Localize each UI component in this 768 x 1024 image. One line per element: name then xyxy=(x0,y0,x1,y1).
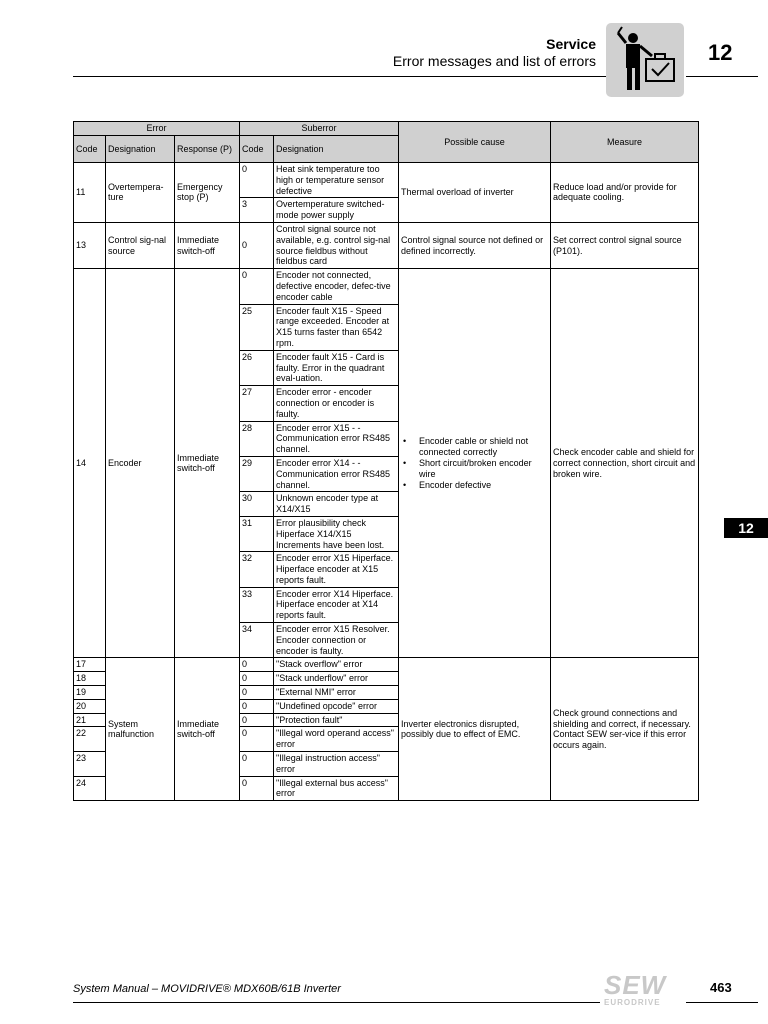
suberror-code: 29 xyxy=(240,456,274,491)
col-response: Response (P) xyxy=(175,136,240,163)
suberror-code: 0 xyxy=(240,269,274,304)
suberror-designation: Encoder error - encoder connection or encoder is faulty. xyxy=(274,386,399,421)
suberror-designation: "Illegal external bus access" error xyxy=(274,776,399,801)
error-response: Immediate switch-off xyxy=(175,658,240,801)
error-code: 24 xyxy=(74,776,106,801)
suberror-code: 26 xyxy=(240,350,274,385)
chapter-number: 12 xyxy=(708,40,733,65)
measure: Reduce load and/or provide for adequate cooling. xyxy=(551,163,699,223)
error-designation: Control sig-nal source xyxy=(106,222,175,268)
suberror-code: 30 xyxy=(240,492,274,517)
suberror-designation: "Illegal word operand access" error xyxy=(274,727,399,752)
error-code: 11 xyxy=(74,163,106,223)
suberror-designation: Error plausibility check Hiperface X14/X15 Increments have been lost. xyxy=(274,516,399,551)
section-subtitle: Error messages and list of errors xyxy=(392,53,596,69)
measure: Set correct control signal source (P101). xyxy=(551,222,699,268)
possible-cause: Control signal source not defined or defined incorrectly. xyxy=(399,222,551,268)
error-code: 22 xyxy=(74,727,106,752)
footer-rule-right xyxy=(686,1002,758,1003)
suberror-code: 0 xyxy=(240,776,274,801)
error-designation: Encoder xyxy=(106,269,175,658)
suberror-code: 0 xyxy=(240,727,274,752)
measure: Check ground connections and shielding and correct, if necessary. Contact SEW ser-vice if this error occurs again. xyxy=(551,658,699,801)
suberror-code: 3 xyxy=(240,198,274,223)
suberror-designation: Unknown encoder type at X14/X15 xyxy=(274,492,399,517)
error-code: 17 xyxy=(74,658,106,672)
col-sub-designation: Designation xyxy=(274,136,399,163)
col-possible-cause: Possible cause xyxy=(399,122,551,163)
suberror-code: 0 xyxy=(240,222,274,268)
suberror-designation: Encoder not connected, defective encoder, defec-tive encoder cable xyxy=(274,269,399,304)
suberror-designation: Encoder fault X15 - Card is faulty. Error in the quadrant eval-uation. xyxy=(274,350,399,385)
suberror-code: 34 xyxy=(240,623,274,658)
cause-item: • Encoder cable or shield not connected correctly xyxy=(419,436,548,458)
suberror-designation: Overtemperature switched-mode power supply xyxy=(274,198,399,223)
page-number: 463 xyxy=(710,980,732,995)
sew-eurodrive-logo xyxy=(604,972,680,1007)
suberror-designation: Encoder error X14 Hiperface. Hiperface encoder at X14 reports fault. xyxy=(274,587,399,622)
error-response: Immediate switch-off xyxy=(175,222,240,268)
suberror-designation: "Undefined opcode" error xyxy=(274,699,399,713)
suberror-designation: Heat sink temperature too high or temperature sensor defective xyxy=(274,163,399,198)
suberror-designation: Encoder error X14 - - Communication error RS485 channel. xyxy=(274,456,399,491)
error-code: 20 xyxy=(74,699,106,713)
error-response: Emergency stop (P) xyxy=(175,163,240,223)
suberror-designation: Encoder error X15 - - Communication error RS485 channel. xyxy=(274,421,399,456)
error-designation: System malfunction xyxy=(106,658,175,801)
suberror-code: 0 xyxy=(240,658,274,672)
possible-cause: Inverter electronics disrupted, possibly due to effect of EMC. xyxy=(399,658,551,801)
suberror-code: 25 xyxy=(240,304,274,350)
error-designation: Overtempera-ture xyxy=(106,163,175,223)
suberror-designation: "External NMI" error xyxy=(274,686,399,700)
col-sub-code: Code xyxy=(240,136,274,163)
col-designation: Designation xyxy=(106,136,175,163)
error-code: 13 xyxy=(74,222,106,268)
possible-cause-list xyxy=(399,269,551,658)
col-code: Code xyxy=(74,136,106,163)
table-group-header xyxy=(74,122,699,136)
suberror-code: 27 xyxy=(240,386,274,421)
suberror-designation: "Stack overflow" error xyxy=(274,658,399,672)
col-measure: Measure xyxy=(551,122,699,163)
footer-manual-title: System Manual – MOVIDRIVE® MDX60B/61B Inverter xyxy=(73,983,341,995)
logo-sub: EURODRIVE xyxy=(604,998,661,1007)
suberror-designation: Encoder error X15 Resolver. Encoder connection or encoder is faulty. xyxy=(274,623,399,658)
suberror-code: 0 xyxy=(240,672,274,686)
chapter-tab: 12 xyxy=(724,518,768,538)
suberror-designation: "Illegal instruction access" error xyxy=(274,752,399,777)
suberror-designation: "Protection fault" xyxy=(274,713,399,727)
suberror-code: 32 xyxy=(240,552,274,587)
section-title: Service xyxy=(546,36,596,52)
error-code: 19 xyxy=(74,686,106,700)
table-row xyxy=(74,222,699,268)
suberror-code: 33 xyxy=(240,587,274,622)
error-code: 21 xyxy=(74,713,106,727)
suberror-code: 31 xyxy=(240,516,274,551)
suberror-code: 0 xyxy=(240,699,274,713)
suberror-code: 28 xyxy=(240,421,274,456)
error-code: 18 xyxy=(74,672,106,686)
group-error: Error xyxy=(74,122,240,136)
suberror-designation: Encoder fault X15 - Speed range exceeded. Encoder at X15 turns faster than 6542 rpm. xyxy=(274,304,399,350)
suberror-code: 0 xyxy=(240,752,274,777)
service-technician-icon xyxy=(606,23,684,97)
error-code: 14 xyxy=(74,269,106,658)
header-rule-right xyxy=(686,76,758,77)
table-row xyxy=(74,163,699,198)
footer-rule xyxy=(73,1002,600,1003)
suberror-designation: Encoder error X15 Hiperface. Hiperface encoder at X15 reports fault. xyxy=(274,552,399,587)
error-response: Immediate switch-off xyxy=(175,269,240,658)
group-suberror: Suberror xyxy=(240,122,399,136)
header-rule xyxy=(73,76,608,77)
error-table xyxy=(73,121,699,801)
measure: Check encoder cable and shield for correct connection, short circuit and broken wire. xyxy=(551,269,699,658)
suberror-designation: "Stack underflow" error xyxy=(274,672,399,686)
cause-item: • Short circuit/broken encoder wire xyxy=(419,458,548,480)
suberror-code: 0 xyxy=(240,163,274,198)
table-row xyxy=(74,269,699,304)
logo-main: SEW xyxy=(604,970,667,1000)
cause-item: • Encoder defective xyxy=(419,480,548,491)
error-code: 23 xyxy=(74,752,106,777)
possible-cause: Thermal overload of inverter xyxy=(399,163,551,223)
suberror-code: 0 xyxy=(240,713,274,727)
suberror-designation: Control signal source not available, e.g. control sig-nal source fieldbus without fieldbus card xyxy=(274,222,399,268)
suberror-code: 0 xyxy=(240,686,274,700)
table-row xyxy=(74,658,699,672)
